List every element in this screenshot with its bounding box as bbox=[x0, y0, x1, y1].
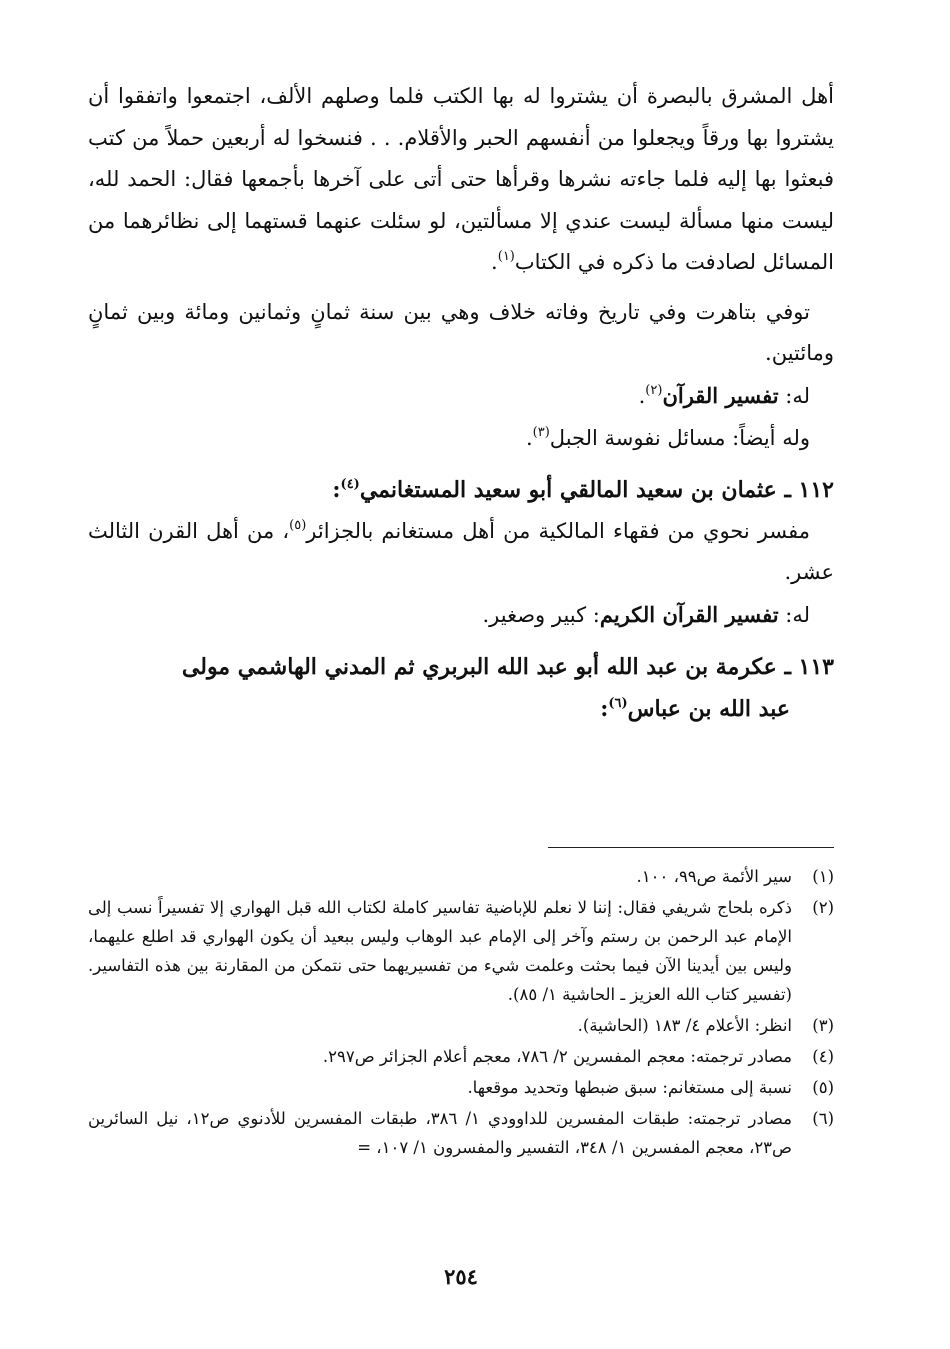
footnote-4 bbox=[88, 1042, 834, 1071]
footnote-5 bbox=[88, 1073, 834, 1102]
book-page bbox=[88, 76, 834, 1316]
footnote-marker[interactable]: (٦) bbox=[608, 695, 628, 711]
footnote-number: (٥) bbox=[812, 1078, 834, 1097]
work-entry: له: تفسير القرآن$^{(٢)}$. bbox=[638, 382, 810, 408]
footnote-number: (٢) bbox=[812, 898, 834, 917]
footnote-text: مصادر ترجمته: طبقات المفسرين للداوودي ١/ ٣٨٦، طبقات المفسرين للأدنوي ص١٢، نيل السائرين ص٢٣، معجم المفسرين ١/ ٣٤٨، التفسير والمفسرون ١/ ١٠٧، = bbox=[88, 1109, 792, 1157]
footnote-number: (٦) bbox=[812, 1109, 834, 1128]
work-entry: له: تفسير القرآن الكريم: كبير وصغير. bbox=[482, 601, 810, 627]
entry-number: ١١٢ ـ bbox=[784, 476, 834, 503]
footnote-text: انظر: الأعلام ٤/ ١٨٣ (الحاشية). bbox=[577, 1016, 792, 1035]
footnote-1 bbox=[88, 862, 834, 891]
footnote-2 bbox=[88, 893, 834, 1009]
footnote-marker[interactable]: (٥) bbox=[289, 517, 307, 533]
footnote-6 bbox=[88, 1104, 834, 1162]
work-title: تفسير القرآن bbox=[662, 382, 779, 408]
footnote-number: (٣) bbox=[812, 1016, 834, 1035]
paragraph-death: توفي بتاهرت وفي تاريخ وفاته خلاف وهي بين سنة ثمانٍ وثمانين ومائة وبين ثمانٍ ومائتين. bbox=[88, 299, 834, 365]
footnote-marker[interactable]: (٣) bbox=[532, 424, 550, 440]
footnote-text: سير الأئمة ص٩٩، ١٠٠. bbox=[636, 867, 792, 886]
footnote-marker[interactable]: (٤) bbox=[340, 476, 360, 492]
paragraph-bio: مفسر نحوي من فقهاء المالكية من أهل مستغانم بالجزائر$^{(٥)}$، من أهل القرن الثالث عشر. bbox=[88, 517, 834, 584]
footnote-marker[interactable]: (١) bbox=[497, 249, 515, 264]
paragraph-story: أهل المشرق بالبصرة أن يشتروا له بها الكتب فلما وصلهم الألف، اجتمعوا واتفقوا أن يشتروا بها ورقاً ويجعلوا من أنفسهم الحبر والأقلام. . . فنسخوا له أربعين حملاً من كتب فبعثوا بها إليه فلما جاءته نشرها وقرأها حتى أتى على آخرها بأجمعها فقال: الحمد لله، ليست منها مسألة ليست عندي إلا مسألتين، لو سئلت عنهما قستهما إلى نظائرهما من المسائل لصادفت ما ذكره في الكتاب$^{(١)}$. bbox=[88, 84, 834, 274]
paragraph-text: أهل المشرق بالبصرة أن يشتروا له بها الكتب فلما وصلهم الألف، اجتمعوا واتفقوا أن يشتروا بها ورقاً ويجعلوا من أنفسهم الحبر والأقلام. . . فنسخوا له أربعين حملاً من كتب فبعثوا بها إليه فلما جاءته نشرها وقرأها حتى أتى على آخرها بأجمعها فقال: الحمد لله، ليست منها مسألة ليست عندي إلا مسألتين، لو سئلت عنهما قستهما إلى نظائرهما من المسائل لصادفت ما ذكره في الكتاب bbox=[88, 84, 834, 274]
entry-name: عثمان بن سعيد المالقي أبو سعيد المستغانمي bbox=[359, 476, 777, 503]
footnote-text: مصادر ترجمته: معجم المفسرين ٢/ ٧٨٦، معجم أعلام الجزائر ص٢٩٧. bbox=[322, 1047, 792, 1066]
entry-heading-113: ١١٣ ـ عكرمة بن عبد الله أبو عبد الله البربري ثم المدني الهاشمي مولى عبد الله بن عباس$^{(٦)}$: bbox=[181, 653, 834, 722]
footnote-3 bbox=[88, 1011, 834, 1040]
entry-number: ١١٣ ـ bbox=[784, 653, 834, 680]
work-entry: وله أيضاً: مسائل نفوسة الجبل$^{(٣)}$. bbox=[525, 424, 810, 450]
entry-name-cont: عبد الله بن عباس bbox=[627, 695, 790, 722]
work-title: تفسير القرآن الكريم bbox=[599, 601, 779, 627]
footnote-number: (٤) bbox=[812, 1047, 834, 1066]
page-number: ٢٥٤ bbox=[444, 1264, 478, 1289]
entry-name: عكرمة بن عبد الله أبو عبد الله البربري ثم المدني الهاشمي مولى bbox=[181, 653, 777, 680]
footnote-marker[interactable]: (٢) bbox=[645, 382, 663, 398]
footnote-text: نسبة إلى مستغانم: سبق ضبطها وتحديد موقعها. bbox=[467, 1078, 792, 1097]
footnote-text: ذكره بلحاج شريفي فقال: إننا لا نعلم للإباضية تفاسير كاملة لكتاب الله قبل الهواري إلا تفسيراً نسب إلى الإمام عبد الرحمن بن رستم وآخر إلى الإمام عبد الوهاب وليس ببعيد أن يكون الهواري قد اطلع عليهما، وليس بين أيدينا الآن فيما بحثت وعلمت شيء من تفسيريهما حتى نتمكن من المقارنة بين هذه التفاسير. (تفسير كتاب الله العزيز ـ الحاشية ١/ ٨٥). bbox=[88, 898, 792, 1004]
footnote-number: (١) bbox=[812, 867, 834, 886]
footnotes bbox=[88, 862, 834, 1164]
footnote-divider bbox=[548, 847, 834, 848]
entry-heading-112: ١١٢ ـ عثمان بن سعيد المالقي أبو سعيد المستغانمي$^{(٤)}$: bbox=[332, 476, 834, 503]
